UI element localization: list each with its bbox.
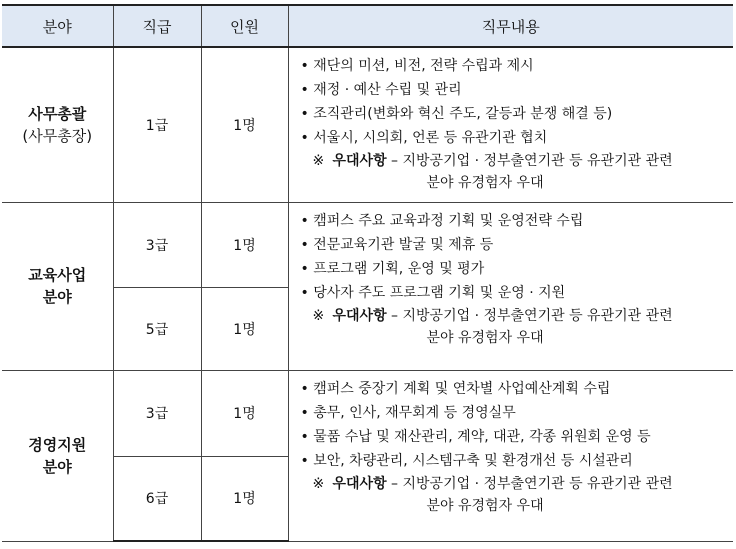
header-row <box>2 5 733 47</box>
grade-cell: 3급 <box>113 370 201 456</box>
table-row <box>2 47 733 202</box>
table-row <box>2 370 733 456</box>
preference-note <box>301 305 724 327</box>
preference-text: – 지방공기업 · 정부출연기관 등 유관기관 관련 <box>386 153 673 169</box>
grade-cell: 5급 <box>113 287 201 370</box>
header-field: 분야 <box>2 5 113 47</box>
duties-cell <box>288 202 733 370</box>
field-subname: (사무총장) <box>22 126 93 145</box>
field-cell <box>2 202 113 370</box>
preference-text: – 지방공기업 · 정부출연기관 등 유관기관 관련 <box>386 307 673 324</box>
duty-item: • 재단의 미션, 비전, 전략 수립과 제시 <box>300 58 534 74</box>
duties-cell <box>288 47 733 202</box>
header-count: 인원 <box>201 5 288 47</box>
count-cell: 1명 <box>201 370 288 456</box>
header-grade: 직급 <box>113 5 201 47</box>
header-duties: 직무내용 <box>288 5 733 47</box>
field-name: 교육사업 <box>28 266 87 284</box>
duty-item: • 보안, 차량관리, 시스템구축 및 환경개선 등 시설관리 <box>300 452 633 469</box>
preference-text: – 지방공기업 · 정부출연기관 등 유관기관 관련 <box>386 475 673 492</box>
preference-label: 우대사항 <box>332 307 387 324</box>
duty-item: • 캠퍼스 중장기 계획 및 연차별 사업예산계획 수립 <box>300 380 611 397</box>
reference-mark: ※ <box>312 153 325 169</box>
preference-label: 우대사항 <box>332 153 387 169</box>
reference-mark: ※ <box>312 475 325 492</box>
table-row <box>2 202 733 287</box>
count-cell: 1명 <box>201 47 288 202</box>
duty-item: • 재정 · 예산 수립 및 관리 <box>300 82 462 98</box>
recruitment-table <box>2 4 733 542</box>
duty-item: • 당사자 주도 프로그램 기획 및 운영 · 지원 <box>300 284 566 301</box>
count-cell: 1명 <box>201 456 288 541</box>
field-cell <box>2 370 113 541</box>
preference-text-cont: 분야 유경험자 우대 <box>426 497 544 514</box>
grade-cell: 1급 <box>113 47 201 202</box>
preference-text-cont: 분야 유경험자 우대 <box>426 175 544 191</box>
duty-item: • 프로그램 기획, 운영 및 평가 <box>300 260 485 277</box>
preference-note <box>301 473 724 495</box>
preference-label: 우대사항 <box>332 475 387 492</box>
grade-cell: 6급 <box>113 456 201 541</box>
preference-text-cont: 분야 유경험자 우대 <box>426 329 544 346</box>
field-subname: 분야 <box>42 288 72 306</box>
duty-item: • 캠퍼스 주요 교육과정 기획 및 운영전략 수립 <box>300 212 584 229</box>
duty-item: • 총무, 인사, 재무회계 등 경영실무 <box>300 404 516 421</box>
field-subname: 분야 <box>42 457 72 476</box>
field-cell <box>2 47 113 202</box>
duty-item: • 물품 수납 및 재산관리, 계약, 대관, 각종 위원회 운영 등 <box>300 428 651 445</box>
count-cell: 1명 <box>201 287 288 370</box>
field-name: 경영지원 <box>28 435 87 454</box>
reference-mark: ※ <box>312 307 325 324</box>
duties-cell <box>288 370 733 541</box>
duty-item: • 전문교육기관 발굴 및 제휴 등 <box>300 236 494 253</box>
grade-cell: 3급 <box>113 202 201 287</box>
field-name: 사무총괄 <box>28 104 87 123</box>
duty-item: • 조직관리(변화와 혁신 주도, 갈등과 분쟁 해결 등) <box>300 106 613 122</box>
preference-note <box>301 150 724 172</box>
duty-item: • 서울시, 시의회, 언론 등 유관기관 협치 <box>300 130 548 146</box>
count-cell: 1명 <box>201 202 288 287</box>
